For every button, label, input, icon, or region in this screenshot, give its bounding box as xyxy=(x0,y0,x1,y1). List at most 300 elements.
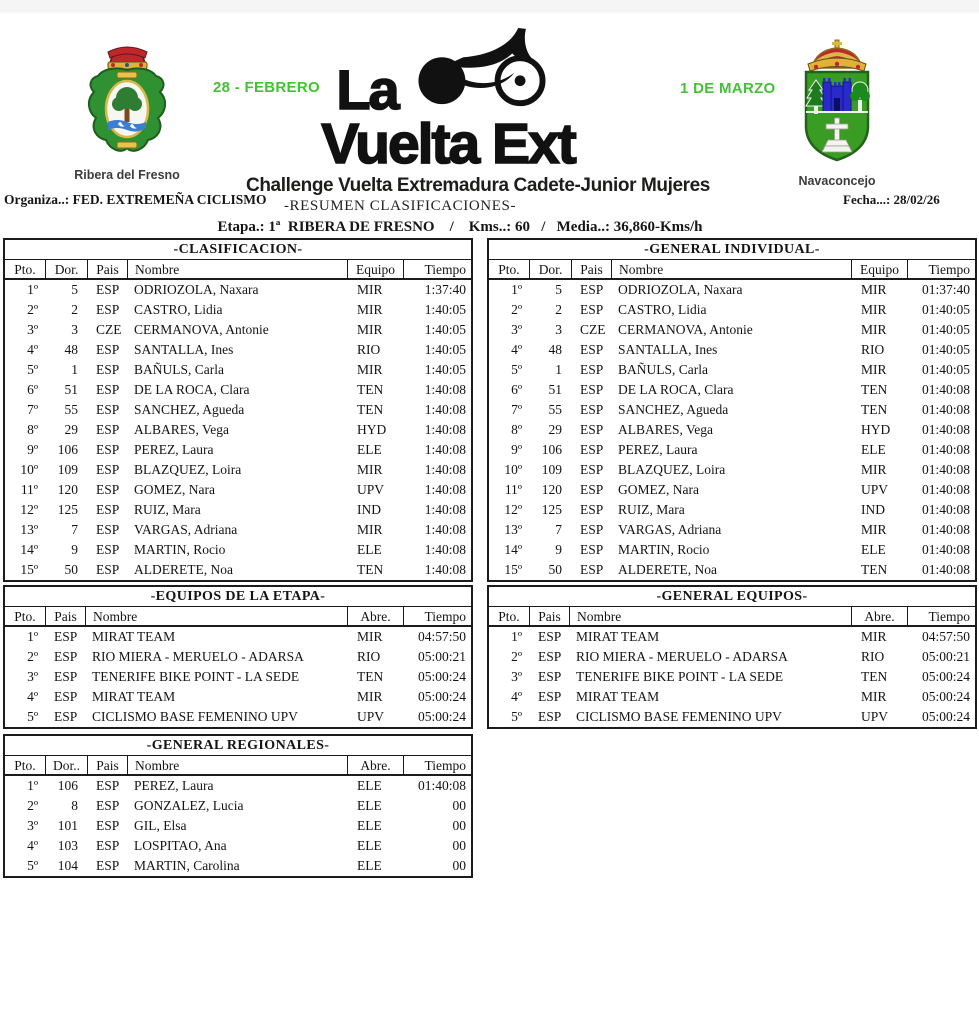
table-cell: 1:40:08 xyxy=(424,462,466,477)
table-cell: RIO xyxy=(357,342,381,357)
column-header: Pais xyxy=(529,607,569,625)
table-cell: 01:40:08 xyxy=(921,422,970,437)
column-header: Pto. xyxy=(14,758,36,773)
column-header: Pais xyxy=(87,756,127,774)
table-cell: 1:40:08 xyxy=(424,542,466,557)
table-cell: ESP xyxy=(96,462,120,477)
table-cell: MIR xyxy=(861,462,887,477)
table-cell: 50 xyxy=(64,562,78,577)
table-cell: 7 xyxy=(555,522,562,537)
table-cell: ELE xyxy=(357,858,382,873)
table-cell: 05:00:24 xyxy=(417,689,466,704)
table-cell: 01:40:08 xyxy=(921,522,970,537)
table-cell: 01:40:05 xyxy=(921,362,970,377)
table-cell: RIO MIERA - MERUELO - ADARSA xyxy=(92,649,304,664)
table-cell: UPV xyxy=(861,482,889,497)
right-crest-caption: Navaconcejo xyxy=(798,174,876,188)
table-cell: 01:40:08 xyxy=(417,778,466,793)
table-cell: 5º xyxy=(27,362,38,377)
table-cell: TEN xyxy=(357,669,384,684)
table-cell: MIR xyxy=(357,282,383,297)
table-row xyxy=(489,500,975,520)
table-cell: CZE xyxy=(96,322,122,337)
table-cell: 7 xyxy=(71,522,78,537)
table-cell: ESP xyxy=(580,442,604,457)
table-cell: ELE xyxy=(357,442,382,457)
table-cell: 1:40:08 xyxy=(424,402,466,417)
table-cell: 1º xyxy=(27,778,38,793)
table-cell: HYD xyxy=(861,422,891,437)
column-header: Dor.. xyxy=(45,756,87,774)
table-cell: 103 xyxy=(57,838,78,853)
table-cell: 125 xyxy=(57,502,78,517)
column-header: Tiempo xyxy=(403,756,471,774)
table-cell: TENERIFE BIKE POINT - LA SEDE xyxy=(92,669,300,684)
table-cell: MIR xyxy=(861,629,887,644)
table-cell: 5º xyxy=(27,858,38,873)
table-cell: MIR xyxy=(861,302,887,317)
table-cell: 3º xyxy=(511,322,522,337)
column-header: Equipo xyxy=(347,260,403,278)
table-cell: 48 xyxy=(548,342,562,357)
table-cell: 6º xyxy=(511,382,522,397)
table-row xyxy=(5,480,471,500)
table-cell: 4º xyxy=(511,689,522,704)
table-cell: ESP xyxy=(96,282,120,297)
table-row xyxy=(5,360,471,380)
table-cell: ELE xyxy=(357,798,382,813)
table-cell: MIRAT TEAM xyxy=(92,629,176,644)
table-cell: 1:40:08 xyxy=(424,442,466,457)
table-cell: CASTRO, Lidia xyxy=(618,302,707,317)
table-cell: 9 xyxy=(555,542,562,557)
table-cell: 8º xyxy=(511,422,522,437)
column-header: Nombre xyxy=(569,607,851,625)
table-cell: ESP xyxy=(580,542,604,557)
table-cell: 4º xyxy=(27,689,38,704)
organiza-line: Organiza..: FED. EXTREMEÑA CICLISMO xyxy=(4,192,267,207)
table-cell: ESP xyxy=(96,342,120,357)
table-row xyxy=(5,627,471,647)
table-cell: 9º xyxy=(511,442,522,457)
table-cell: MIR xyxy=(861,282,887,297)
table-cell: 00 xyxy=(452,798,466,813)
table-cell: 1º xyxy=(511,282,522,297)
table-cell: ODRIOZOLA, Naxara xyxy=(134,282,259,297)
table-cell: 14º xyxy=(20,542,38,557)
table-cell: ESP xyxy=(96,838,120,853)
table-cell: CASTRO, Lidia xyxy=(134,302,223,317)
logo-text-vuelta-ext: Vuelta Ext xyxy=(321,112,575,176)
table-cell: 4º xyxy=(27,342,38,357)
table-header-row xyxy=(5,260,471,280)
table-cell: 05:00:24 xyxy=(921,669,970,684)
table-cell: 15º xyxy=(20,562,38,577)
table-row xyxy=(5,300,471,320)
table-cell: GONZALEZ, Lucia xyxy=(134,798,244,813)
column-header: Tiempo xyxy=(907,260,975,278)
table-row xyxy=(489,440,975,460)
column-header: Pto. xyxy=(498,609,520,624)
table-cell: BLAZQUEZ, Loira xyxy=(618,462,726,477)
table-cell: 1:40:08 xyxy=(424,522,466,537)
table-cell: MIR xyxy=(861,362,887,377)
table-cell: ELE xyxy=(357,542,382,557)
table-cell: 01:40:08 xyxy=(921,462,970,477)
table-cell: TEN xyxy=(861,562,888,577)
table-row xyxy=(5,816,471,836)
table-header-row xyxy=(5,756,471,776)
table-row xyxy=(489,460,975,480)
resumen-title: -RESUMEN CLASIFICACIONES- xyxy=(283,198,517,214)
column-header: Dor. xyxy=(529,260,571,278)
column-header: Abre. xyxy=(347,607,403,625)
table-cell: 1:40:05 xyxy=(424,362,466,377)
logo-text-la: La xyxy=(336,58,398,122)
table-cell: 1º xyxy=(27,629,38,644)
table-cell: RIO xyxy=(861,342,885,357)
table-row xyxy=(5,380,471,400)
table-row xyxy=(5,707,471,727)
table-cell: 50 xyxy=(548,562,562,577)
table-cell: 9º xyxy=(27,442,38,457)
table-cell: 2º xyxy=(27,798,38,813)
table-cell: 5 xyxy=(71,282,78,297)
table-cell: ESP xyxy=(580,422,604,437)
table-cell: BLAZQUEZ, Loira xyxy=(134,462,242,477)
column-header: Pto. xyxy=(14,262,36,277)
table-cell: MIR xyxy=(357,322,383,337)
table-row xyxy=(489,560,975,580)
column-header: Dor. xyxy=(45,260,87,278)
table-row xyxy=(489,320,975,340)
navaconcejo-crest-icon xyxy=(792,38,882,172)
date-left: 28 - FEBRERO xyxy=(213,79,320,96)
table-cell: 01:40:08 xyxy=(921,442,970,457)
table-cell: TEN xyxy=(357,382,384,397)
table-cell: 1:40:08 xyxy=(424,482,466,497)
column-header: Nombre xyxy=(611,260,851,278)
table-cell: 5º xyxy=(511,362,522,377)
table-cell: 51 xyxy=(548,382,562,397)
etapa-summary-line: Etapa.: 1ª RIBERA DE FRESNO / Kms..: 60 / Media..: 36,860-Kms/h xyxy=(217,219,703,235)
table-cell: PEREZ, Laura xyxy=(134,778,214,793)
table-cell: 00 xyxy=(452,818,466,833)
table-cell: MIR xyxy=(357,689,383,704)
top-strip xyxy=(0,0,979,13)
table-cell: GOMEZ, Nara xyxy=(618,482,699,497)
table-cell: MIR xyxy=(357,629,383,644)
table-cell: ESP xyxy=(580,482,604,497)
table-cell: 29 xyxy=(64,422,78,437)
table-cell: 1:40:08 xyxy=(424,502,466,517)
table-row xyxy=(489,400,975,420)
table-cell: 109 xyxy=(57,462,78,477)
table-cell: DE LA ROCA, Clara xyxy=(134,382,250,397)
table-cell: RIO MIERA - MERUELO - ADARSA xyxy=(576,649,788,664)
table-cell: IND xyxy=(861,502,885,517)
table-row xyxy=(5,460,471,480)
table-cell: 01:40:05 xyxy=(921,302,970,317)
table-cell: 01:40:05 xyxy=(921,342,970,357)
table-cell: 11º xyxy=(504,482,522,497)
table-cell: 15º xyxy=(504,562,522,577)
table-row xyxy=(489,360,975,380)
table-cell: ALBARES, Vega xyxy=(134,422,230,437)
table-cell: 01:40:08 xyxy=(921,482,970,497)
column-header: Pais xyxy=(45,607,85,625)
table-cell: 13º xyxy=(504,522,522,537)
table-cell: UPV xyxy=(357,709,385,724)
table-cell: ESP xyxy=(96,302,120,317)
table-cell: MIR xyxy=(357,302,383,317)
table-cell: VARGAS, Adriana xyxy=(134,522,238,537)
table-cell: 1º xyxy=(511,629,522,644)
table-cell: 3º xyxy=(27,669,38,684)
table-cell: MARTIN, Rocio xyxy=(618,542,710,557)
table-cell: BAÑULS, Carla xyxy=(134,362,224,377)
table-cell: 11º xyxy=(20,482,38,497)
table-cell: 05:00:21 xyxy=(921,649,970,664)
table-cell: 01:40:08 xyxy=(921,542,970,557)
table-cell: 106 xyxy=(541,442,562,457)
table-cell: VARGAS, Adriana xyxy=(618,522,722,537)
table-cell: ALDERETE, Noa xyxy=(618,562,717,577)
table-row xyxy=(5,667,471,687)
table-cell: MIRAT TEAM xyxy=(576,629,660,644)
table-row xyxy=(5,856,471,876)
table-row xyxy=(5,796,471,816)
table-cell: 10º xyxy=(504,462,522,477)
table-title: -CLASIFICACION- xyxy=(5,240,471,260)
table-cell: MIRAT TEAM xyxy=(92,689,176,704)
table-cell: TEN xyxy=(861,402,888,417)
table-cell: SANTALLA, Ines xyxy=(134,342,234,357)
table-cell: 01:40:08 xyxy=(921,562,970,577)
table-cell: 3º xyxy=(511,669,522,684)
table-cell: 12º xyxy=(504,502,522,517)
column-header: Tiempo xyxy=(403,607,471,625)
table-cell: 00 xyxy=(452,838,466,853)
table-cell: MIR xyxy=(357,362,383,377)
table-cell: 104 xyxy=(57,858,78,873)
table-cell: 29 xyxy=(548,422,562,437)
table-cell: ELE xyxy=(357,818,382,833)
column-header: Equipo xyxy=(851,260,907,278)
table-cell: MIR xyxy=(861,322,887,337)
table-title: -GENERAL REGIONALES- xyxy=(5,736,471,756)
table-cell: 00 xyxy=(452,858,466,873)
table-cell: ESP xyxy=(538,709,562,724)
table-row xyxy=(5,776,471,796)
table-cell: 1º xyxy=(27,282,38,297)
table-cell: ODRIOZOLA, Naxara xyxy=(618,282,743,297)
challenge-subtitle: Challenge Vuelta Extremadura Cadete-Junior Mujeres xyxy=(246,175,710,196)
table-cell: ALBARES, Vega xyxy=(618,422,714,437)
table-cell: PEREZ, Laura xyxy=(618,442,698,457)
table-header-row xyxy=(489,607,975,627)
table-cell: TEN xyxy=(861,382,888,397)
table-cell: 4º xyxy=(27,838,38,853)
general-individual-table xyxy=(487,238,977,582)
table-cell: ESP xyxy=(54,669,78,684)
table-cell: ESP xyxy=(96,798,120,813)
table-cell: 120 xyxy=(57,482,78,497)
table-row xyxy=(489,520,975,540)
table-cell: MARTIN, Carolina xyxy=(134,858,240,873)
table-cell: 01:40:08 xyxy=(921,402,970,417)
table-cell: 2º xyxy=(27,302,38,317)
clasificacion-table xyxy=(3,238,473,582)
table-row xyxy=(489,540,975,560)
equipos-etapa-table xyxy=(3,585,473,729)
table-cell: 4º xyxy=(511,342,522,357)
table-cell: BAÑULS, Carla xyxy=(618,362,708,377)
table-row xyxy=(5,440,471,460)
table-cell: ESP xyxy=(96,562,120,577)
table-cell: RIO xyxy=(861,649,885,664)
table-cell: ESP xyxy=(580,502,604,517)
table-row xyxy=(489,707,975,727)
table-cell: ESP xyxy=(96,502,120,517)
table-cell: 10º xyxy=(20,462,38,477)
column-header: Nombre xyxy=(127,756,347,774)
table-cell: 1:37:40 xyxy=(424,282,466,297)
table-row xyxy=(489,687,975,707)
table-cell: ESP xyxy=(96,402,120,417)
table-row xyxy=(489,627,975,647)
table-cell: RIO xyxy=(357,649,381,664)
table-cell: 1:40:05 xyxy=(424,342,466,357)
table-cell: 01:40:05 xyxy=(921,322,970,337)
table-cell: ESP xyxy=(538,649,562,664)
table-title: -GENERAL EQUIPOS- xyxy=(489,587,975,607)
column-header: Pto. xyxy=(14,609,36,624)
table-row xyxy=(5,500,471,520)
table-cell: ESP xyxy=(54,709,78,724)
column-header: Nombre xyxy=(85,607,347,625)
column-header: Abre. xyxy=(851,607,907,625)
table-cell: 48 xyxy=(64,342,78,357)
table-cell: RUIZ, Mara xyxy=(618,502,685,517)
table-cell: 55 xyxy=(64,402,78,417)
table-cell: SANTALLA, Ines xyxy=(618,342,718,357)
column-header: Tiempo xyxy=(403,260,471,278)
table-cell: 109 xyxy=(541,462,562,477)
table-row xyxy=(5,560,471,580)
table-cell: UPV xyxy=(357,482,385,497)
table-cell: 1:40:08 xyxy=(424,422,466,437)
table-cell: 8 xyxy=(71,798,78,813)
table-cell: 01:37:40 xyxy=(921,282,970,297)
table-cell: MIRAT TEAM xyxy=(576,689,660,704)
table-cell: ESP xyxy=(538,669,562,684)
table-cell: ESP xyxy=(96,818,120,833)
table-cell: GIL, Elsa xyxy=(134,818,187,833)
table-cell: ESP xyxy=(54,629,78,644)
table-cell: SANCHEZ, Agueda xyxy=(134,402,245,417)
table-cell: 05:00:24 xyxy=(921,689,970,704)
table-cell: TEN xyxy=(357,402,384,417)
table-row xyxy=(489,280,975,300)
table-cell: 1:40:05 xyxy=(424,302,466,317)
table-cell: ESP xyxy=(96,542,120,557)
general-equipos-table xyxy=(487,585,977,729)
table-cell: 1:40:08 xyxy=(424,562,466,577)
table-row xyxy=(489,300,975,320)
table-cell: ESP xyxy=(580,382,604,397)
date-right: 1 DE MARZO xyxy=(680,80,776,97)
table-cell: RUIZ, Mara xyxy=(134,502,201,517)
table-cell: 9 xyxy=(71,542,78,557)
table-cell: 04:57:50 xyxy=(417,629,466,644)
left-crest-caption: Ribera del Fresno xyxy=(74,168,180,182)
table-cell: ESP xyxy=(96,422,120,437)
table-cell: 101 xyxy=(57,818,78,833)
table-cell: ESP xyxy=(580,302,604,317)
table-cell: 3º xyxy=(27,818,38,833)
table-cell: ESP xyxy=(580,342,604,357)
table-cell: 1:40:08 xyxy=(424,382,466,397)
table-cell: CERMANOVA, Antonie xyxy=(134,322,269,337)
table-cell: 8º xyxy=(27,422,38,437)
column-header: Nombre xyxy=(127,260,347,278)
table-row xyxy=(5,687,471,707)
ribera-del-fresno-crest-icon xyxy=(80,42,175,166)
table-cell: ELE xyxy=(861,542,886,557)
la-vuelta-ext-logo xyxy=(258,30,638,176)
table-cell: TEN xyxy=(861,669,888,684)
table-cell: 13º xyxy=(20,522,38,537)
table-cell: 2º xyxy=(27,649,38,664)
table-cell: 5 xyxy=(555,282,562,297)
table-row xyxy=(5,520,471,540)
table-cell: ESP xyxy=(580,362,604,377)
table-row xyxy=(5,540,471,560)
table-cell: ESP xyxy=(96,362,120,377)
table-header-row xyxy=(5,607,471,627)
table-cell: MIR xyxy=(357,522,383,537)
table-cell: 3 xyxy=(555,322,562,337)
table-cell: ESP xyxy=(96,522,120,537)
table-title: -EQUIPOS DE LA ETAPA- xyxy=(5,587,471,607)
table-cell: GOMEZ, Nara xyxy=(134,482,215,497)
table-cell: 120 xyxy=(541,482,562,497)
table-cell: 14º xyxy=(504,542,522,557)
table-cell: HYD xyxy=(357,422,387,437)
column-header: Pais xyxy=(87,260,127,278)
table-cell: ESP xyxy=(580,462,604,477)
table-row xyxy=(5,647,471,667)
table-cell: 3º xyxy=(27,322,38,337)
table-cell: LOSPITAO, Ana xyxy=(134,838,227,853)
table-cell: 01:40:08 xyxy=(921,502,970,517)
table-cell: 05:00:24 xyxy=(417,669,466,684)
table-row xyxy=(5,400,471,420)
table-cell: 7º xyxy=(511,402,522,417)
table-cell: ESP xyxy=(580,402,604,417)
table-cell: CICLISMO BASE FEMENINO UPV xyxy=(92,709,298,724)
table-cell: MARTIN, Rocio xyxy=(134,542,226,557)
table-cell: ALDERETE, Noa xyxy=(134,562,233,577)
table-row xyxy=(5,320,471,340)
table-row xyxy=(489,380,975,400)
table-cell: SANCHEZ, Agueda xyxy=(618,402,729,417)
fecha-line: Fecha...: 28/02/26 xyxy=(843,192,940,207)
table-row xyxy=(489,647,975,667)
table-cell: 55 xyxy=(548,402,562,417)
table-cell: ESP xyxy=(96,778,120,793)
